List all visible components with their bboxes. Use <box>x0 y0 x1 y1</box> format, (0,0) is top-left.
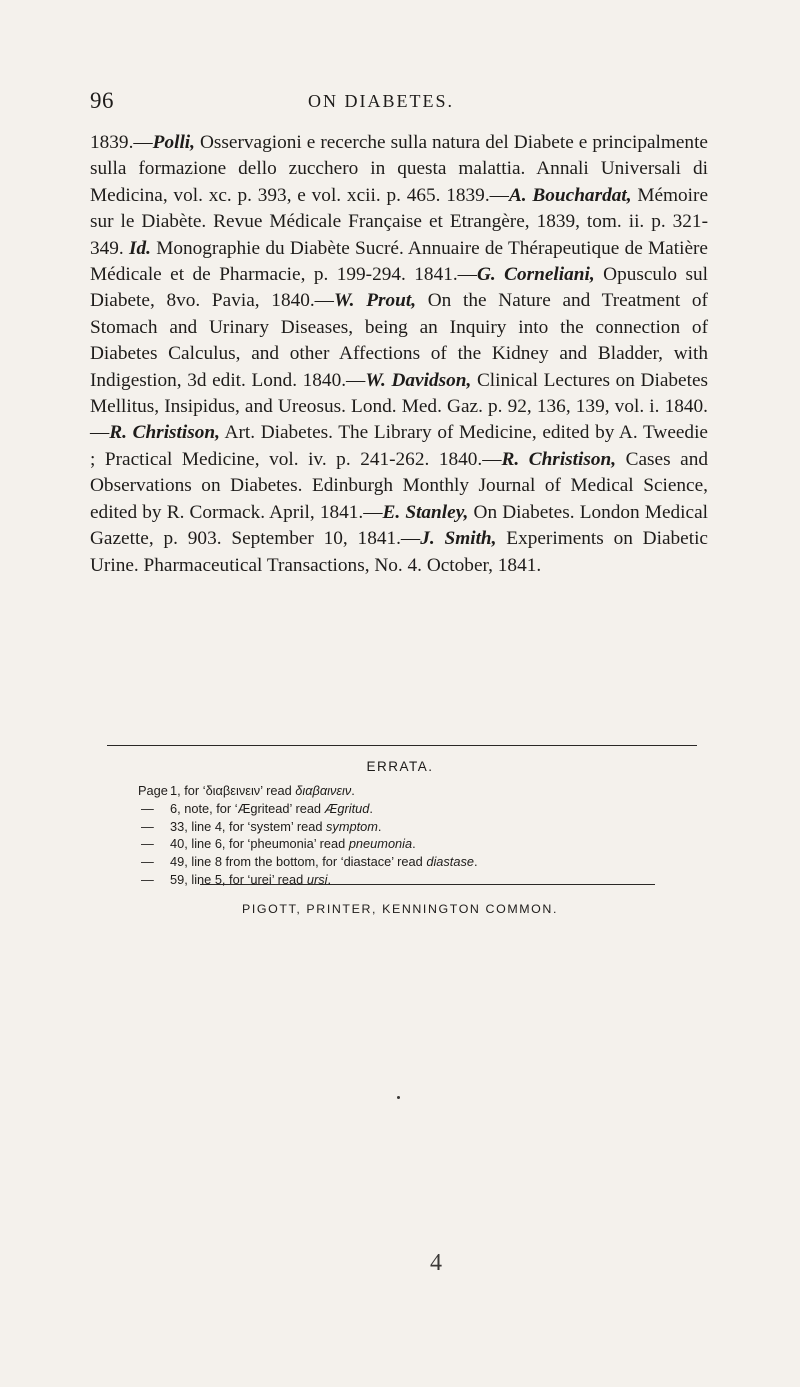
errata-reference: 40, line 6, for ‘ <box>170 836 251 852</box>
errata-list <box>138 782 698 889</box>
errata-lead: Page <box>138 783 168 798</box>
errata-read-word: ’ read <box>271 871 307 887</box>
imprint-divider <box>200 884 655 885</box>
ink-speck <box>397 1096 400 1099</box>
errata-wrong-reading: urei <box>250 871 272 887</box>
errata-correct-reading: διαβαινειν <box>295 783 352 798</box>
errata-reference: 1, for ‘ <box>170 783 206 798</box>
errata-end: . <box>474 854 478 870</box>
errata-read-word: ’ read <box>260 783 296 798</box>
bibliography-paragraph <box>90 130 708 579</box>
errata-entry <box>138 782 698 800</box>
citation-text: 1839.— <box>90 132 153 153</box>
errata-correct-reading: diastase <box>426 854 474 870</box>
citation-text: Cases and Observations on Diabetes. Edinburgh Monthly Journal of Medical Science, edited by R. Cormack. April, 1841.— <box>90 448 708 523</box>
author-name: J. Smith, <box>420 528 497 550</box>
author-name: Id. <box>128 237 151 259</box>
errata-lead: — <box>141 818 154 834</box>
errata-end: . <box>351 783 355 798</box>
errata-wrong-reading: system <box>250 818 291 834</box>
citation-text: On Diabetes. London Medical Gazette, p. 903. September 10, 1841.— <box>90 501 709 550</box>
errata-end: . <box>412 836 416 852</box>
errata-correct-reading: Ægritud <box>324 800 370 816</box>
author-name: R. Christison, <box>501 448 617 470</box>
citation-text: Clinical Lectures on Diabetes Mellitus, Insipidus, and Ureosus. Lond. Med. Gaz. p. 92, 136, 139, vol. i. 1840.— <box>90 369 709 444</box>
errata-reference: 33, line 4, for ‘ <box>170 818 251 834</box>
errata-heading: ERRATA. <box>366 759 434 774</box>
citation-text: Opusculo sul Diabete, 8vo. Pavia, 1840.— <box>90 264 709 312</box>
errata-entry <box>138 818 698 836</box>
errata-end: . <box>377 818 382 834</box>
page-number: 96 <box>90 88 114 113</box>
author-name: W. Davidson, <box>365 369 472 391</box>
signature-mark: 4 <box>430 1250 442 1276</box>
citation-text: Mémoire sur le Diabète. Revue Médicale Française et Etrangère, 1839, tom. ii. p. 321-349. <box>90 184 709 259</box>
errata-read-word: ’ read <box>391 854 427 870</box>
errata-end: . <box>327 871 332 887</box>
author-name: E. Stanley, <box>382 501 469 523</box>
errata-reference: 59, line 5, for ‘ <box>170 871 251 887</box>
errata-reference: 49, line 8 from the bottom, for ‘ <box>170 854 344 870</box>
errata-lead: — <box>141 871 154 887</box>
section-divider <box>107 745 697 746</box>
errata-entry <box>138 853 698 871</box>
errata-correct-reading: symptom <box>326 818 378 834</box>
errata-wrong-reading: Ægritead <box>237 800 290 816</box>
citation-text: Art. Diabetes. The Library of Medicine, edited by A. Tweedie ; Practical Medicine, vol. iv. p. 241-262. 1840.— <box>90 422 708 470</box>
errata-read-word: ’ read <box>289 800 325 816</box>
errata-read-word: ’ read <box>313 836 349 852</box>
errata-lead: — <box>141 854 154 870</box>
citation-text: Monographie du Diabète Sucré. Annuaire de Thérapeutique de Matière Médicale et de Pharmacie, p. 199-294. 1841.— <box>90 237 708 286</box>
errata-entry <box>138 800 698 818</box>
printer-imprint: PIGOTT, PRINTER, KENNINGTON COMMON. <box>242 902 558 916</box>
running-head: ON DIABETES. <box>308 91 454 111</box>
citation-text: Experiments on Diabetic Urine. Pharmaceutical Transactions, No. 4. October, 1841. <box>90 528 708 576</box>
errata-entry <box>138 871 698 889</box>
errata-read-word: ’ read <box>290 818 327 834</box>
errata-wrong-reading: pheumonia <box>250 836 314 852</box>
author-name: A. Bouchardat, <box>508 184 632 206</box>
errata-reference: 6, note, for ‘ <box>170 800 238 816</box>
page-header <box>90 88 690 118</box>
citation-text: On the Nature and Treatment of Stomach and Urinary Diseases, being an Inquiry into the connection of Diabetes Calculus, and other Affections of the Kidney and Bladder, with Indigestion, 3d edit. Lond. 1840.— <box>90 290 708 391</box>
errata-lead: — <box>141 836 154 852</box>
errata-entry <box>138 835 698 853</box>
errata-end: . <box>369 800 373 816</box>
errata-lead: — <box>141 800 154 816</box>
citation-text: Osservagioni e recerche sulla natura del Diabete e principalmente sulla formazione dello zucchero in questa malattia. Annali Universali di Medicina, vol. xc. p. 393, e vol. xcii. p. 465. 1839.— <box>90 132 708 206</box>
author-name: G. Corneliani, <box>476 264 595 286</box>
author-name: W. Prout, <box>333 290 417 312</box>
author-name: R. Christison, <box>109 422 220 444</box>
errata-wrong-reading: διαβεινειν <box>205 783 261 798</box>
errata-correct-reading: ursi <box>306 871 328 887</box>
author-name: Polli, <box>152 132 195 153</box>
errata-correct-reading: pneumonia <box>348 836 413 852</box>
errata-wrong-reading: diastace <box>343 854 392 870</box>
